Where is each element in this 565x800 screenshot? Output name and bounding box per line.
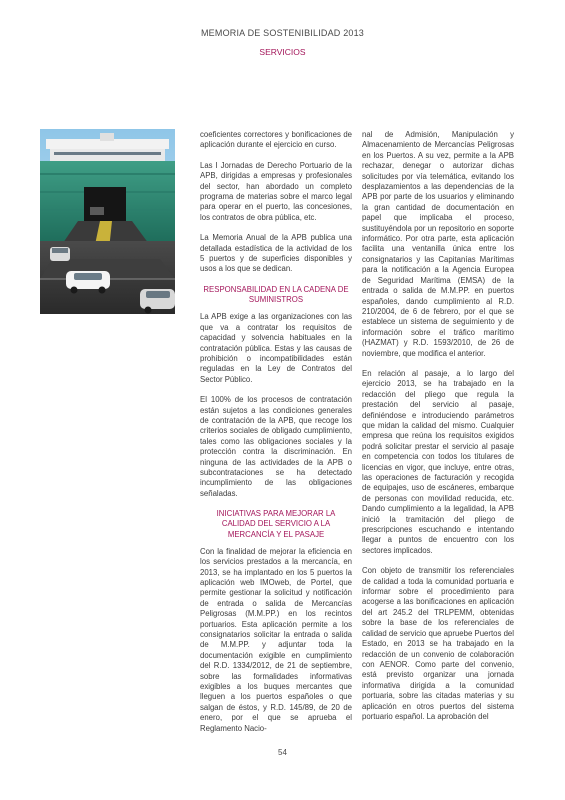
subsection-heading-supply-chain: RESPONSABILIDAD EN LA CADENA DE SUMINISTROS — [203, 284, 349, 305]
paragraph: Con la finalidad de mejorar la eficiencia en los servicios prestados a la mercancía, en 2013, se ha implantado en los 5 puertos la aplicación web IMOweb, de Portel, que permite gestionar la solicitud y notificación de entrada o salida de Mercancías Peligrosas (M.M.PP.) en los recintos portuarios. Esta aplicación permite a los consignatarios solicitar la entrada o salida de M.M.PP. y adjuntar toda la documentación exigible en cumplimiento del R.D. 1334/2012, de 21 de septiembre, sobre las formalidades informativas exigibles a los buques mercantes que lleguen a los puertos españoles o que salgan de éstos, y R.D. 145/89, de 20 de enero, por el que se aprueba el Reglamento Nacio- — [200, 546, 352, 733]
paragraph: coeficientes correctores y bonificaciones de aplicación durante el ejercicio en curso. — [200, 130, 352, 150]
section-title: SERVICIOS — [259, 47, 306, 57]
paragraph: Las I Jornadas de Derecho Portuario de la APB, dirigidas a empresas y profesionales del sector, han abordado un completo programa de materias sobre el marco legal para operar en el puerto, las concesiones, los contratos de obra pública, etc. — [200, 160, 352, 222]
paragraph: nal de Admisión, Manipulación y Almacenamiento de Mercancías Peligrosas en los Puertos. A su vez, permite a la APB rechazar, denegar o autorizar dichas solicitudes por vía telemática, evitando los desplazamientos a las dependencias de la APB por parte de los usuarios y eliminando la gran cantidad de documentación en papel que implicaba el proceso, sustituyéndola por un repositorio en soporte informático. Por otra parte, esta aplicación facilita una ventanilla única entre los consignatarios y las Capitanías Marítimas para la notificación a la Agencia Europea de Seguridad Marítima (EMSA) de la entrada o salida de M.M.PP. en puertos españoles, dando cumplimiento al R.D. 210/2004, de 6 de febrero, por el que se establece un sistema de seguimiento y de información sobre el tráfico marítimo (HAZMAT) y R.D. 1593/2010, de 26 de noviembre, que modifica el anterior. — [362, 130, 514, 358]
subsection-heading-service-quality: INICIATIVAS PARA MEJORAR LA CALIDAD DEL SERVICIO A LA MERCANCÍA Y EL PASAJE — [216, 509, 336, 539]
paragraph: En relación al pasaje, a lo largo del ejercicio 2013, se ha trabajado en la redacción del pliego que regula la prestación del servicio al pasaje, definiéndose e introduciendo parámetros que midan la calidad del mismo. Cualquier empresa que reúna los requisitos exigidos podrá solicitar prestar el servicio al pasaje en competencia con todos los titulares de licencias en vigor, que incluye, entre otras, las operaciones de facturación y recogida de equipajes, uso de escáneres, embarque de personas con movilidad reducida, etc. Dando cumplimiento a la legalidad, la APB inició la tramitación del pliego de prescripciones escuchando e intentando llegar a puntos de encuentro con los sectores implicados. — [362, 368, 514, 555]
page-number: 54 — [278, 748, 287, 757]
paragraph: Con objeto de transmitir los referenciales de calidad a toda la comunidad portuaria e informar sobre el procedimiento para acogerse a las bonificaciones en aplicación del art 245.2 del TRLPEMM, obtenidas sobre la base de los referenciales de calidad de servicio que apruebe Puertos del Estado, en 2013 se ha trabajado en la redacción de un convenio de colaboración con AENOR. Como parte del convenio, está previsto organizar una jornada informativa dirigida a la comunidad portuaria, sobre las citadas materias y su aplicación en otros puertos del sistema portuario español. La aprobación del — [362, 566, 514, 721]
ferry-photo — [40, 129, 175, 314]
paragraph: El 100% de los procesos de contratación están sujetos a las condiciones generales de contratación de la APB, que recoge los criterios sociales de obligado cumplimiento, tales como las obligaciones sociales y la protección contra la discriminación. En ninguna de las actividades de la APB o subcontrataciones se ha detectado incumplimiento de las obligaciones señaladas. — [200, 395, 352, 498]
paragraph: La Memoria Anual de la APB publica una detallada estadística de la actividad de los 5 puertos y de superficies disponibles y usos a los que se dedican. — [200, 233, 352, 274]
document-header-title: MEMORIA DE SOSTENIBILIDAD 2013 — [200, 28, 365, 38]
text-column-left — [200, 130, 352, 744]
text-column-right — [362, 130, 514, 732]
paragraph: La APB exige a las organizaciones con las que va a contratar los requisitos de capacidad y solvencia habituales en la contratación pública. Estas y las causas de prohibición o incompatibilidades están reguladas en la Ley de Contratos del Sector Público. — [200, 312, 352, 384]
